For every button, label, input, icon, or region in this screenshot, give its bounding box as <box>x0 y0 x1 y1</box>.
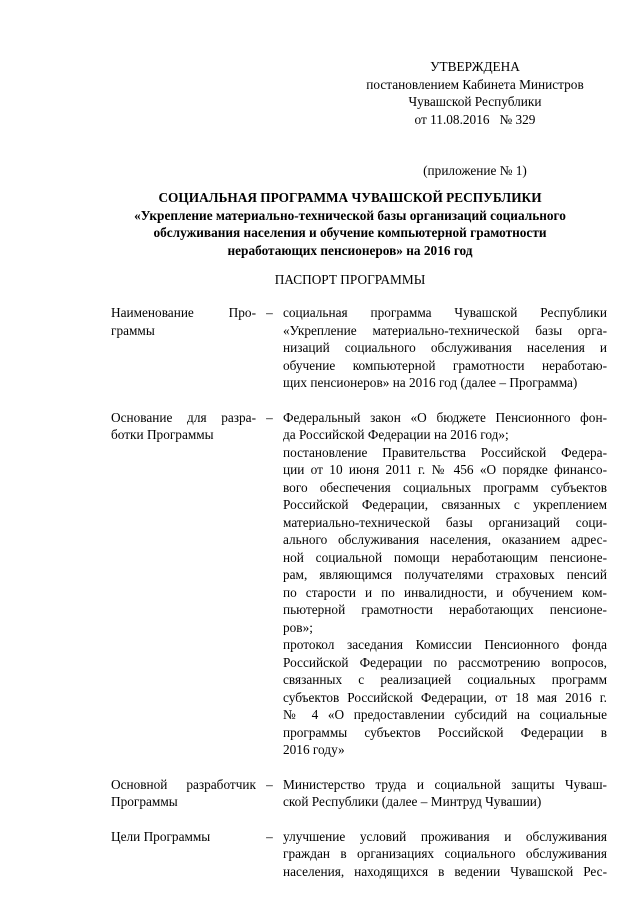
approval-region: Чувашской Республики <box>408 94 542 109</box>
approval-date-number: от 11.08.2016 № 329 <box>414 111 536 127</box>
passport-row-basis <box>111 409 607 759</box>
term-line: Основной разработчик <box>111 776 256 792</box>
desc-line: субъектов Российской Федерации, от 18 мая 2016 г. <box>283 689 607 705</box>
row-description <box>283 304 607 392</box>
desc-line: вого обеспечения социальных программ субъектов <box>283 479 607 495</box>
row-term <box>111 828 256 881</box>
program-title-line: неработающих пенсионеров» на 2016 год <box>227 242 473 258</box>
desc-line: 2016 году» <box>283 742 345 757</box>
desc-line: улучшение условий проживания и обслуживания <box>283 828 607 844</box>
desc-line: низаций социального обслуживания населения и <box>283 340 607 355</box>
program-title-line: обслуживания населения и обучение компьютерной грамотности <box>153 225 547 240</box>
row-dash: – <box>266 409 273 425</box>
desc-line: социальная программа Чувашской Республики <box>283 305 607 320</box>
row-term <box>111 409 256 759</box>
row-dash: – <box>266 305 273 320</box>
program-title <box>90 189 610 259</box>
term-line: Цели Программы <box>111 828 211 844</box>
row-term <box>111 776 256 811</box>
passport-heading: ПАСПОРТ ПРОГРАММЫ <box>274 272 426 287</box>
approval-gap <box>340 128 610 162</box>
desc-line: Российской Федерации, связанных с укреплением <box>283 497 607 512</box>
desc-line: связанных с реализацией социальных программ <box>283 672 607 687</box>
passport-row-name <box>111 304 607 392</box>
term-line: Основание для разра- <box>111 409 256 425</box>
appendix-label: (приложение № 1) <box>423 163 527 178</box>
term-line: ботки Программы <box>111 427 214 442</box>
desc-line: обучение компьютерной грамотности неработаю- <box>283 357 607 373</box>
desc-line: программы субъектов Российской Федерации в <box>283 724 607 740</box>
term-line: граммы <box>111 322 155 338</box>
desc-line: материально-технической базы организаций соци- <box>283 514 607 530</box>
desc-line: щих пенсионеров» на 2016 год (далее – Программа) <box>283 375 578 390</box>
desc-line: «Укрепление материально-технической базы орга- <box>283 322 607 338</box>
desc-line: № 4 «О предоставлении субсидий на социальные <box>283 707 607 722</box>
desc-line: Федеральный закон «О бюджете Пенсионного фон- <box>283 409 607 425</box>
term-line: Программы <box>111 794 178 809</box>
desc-line: ции от 10 июня 2011 г. № 456 «О порядке финансо- <box>283 462 607 477</box>
term-line: Наименование Про- <box>111 305 256 320</box>
passport-table <box>111 304 607 880</box>
desc-line: граждан в организациях социального обслуживания <box>283 846 607 861</box>
approval-issuer: постановлением Кабинета Министров <box>366 76 584 92</box>
passport-row-goals <box>111 828 607 881</box>
desc-line: Министерство труда и социальной защиты Чуваш- <box>283 776 607 792</box>
desc-line: да Российской Федерации на 2016 год»; <box>283 427 509 442</box>
desc-line: пьютерной грамотности неработающих пенсионе- <box>283 602 607 617</box>
desc-line: населения, находящихся в ведении Чувашской Рес- <box>283 863 607 879</box>
program-title-line: СОЦИАЛЬНАЯ ПРОГРАММА ЧУВАШСКОЙ РЕСПУБЛИКИ <box>158 190 542 205</box>
program-title-line: «Укрепление материально-технической базы организаций социального <box>134 207 566 223</box>
approval-status: УТВЕРЖДЕНА <box>430 59 520 74</box>
passport-row-developer <box>111 776 607 811</box>
desc-line: постановление Правительства Российской Федера- <box>283 444 607 460</box>
row-dash: – <box>266 776 273 792</box>
desc-line: по старости и по инвалидности, и обучением ком- <box>283 584 607 600</box>
row-dash: – <box>266 828 273 844</box>
desc-line: рам, являющимся получателями страховых пенсий <box>283 567 607 582</box>
row-description <box>283 828 607 881</box>
desc-line: ального обслуживания населения, оказанием адрес- <box>283 532 607 547</box>
desc-line: протокол заседания Комиссии Пенсионного фонда <box>283 637 607 652</box>
approval-stamp <box>340 58 610 180</box>
row-description <box>283 409 607 759</box>
row-description <box>283 776 607 811</box>
desc-line: ров»; <box>283 619 313 635</box>
row-term <box>111 304 256 392</box>
desc-line: ской Республики (далее – Минтруд Чувашии) <box>283 794 542 809</box>
desc-line: ной социальной помощи неработающим пенсионе- <box>283 549 607 565</box>
desc-line: Российской Федерации по рассмотрению вопросов, <box>283 654 607 670</box>
